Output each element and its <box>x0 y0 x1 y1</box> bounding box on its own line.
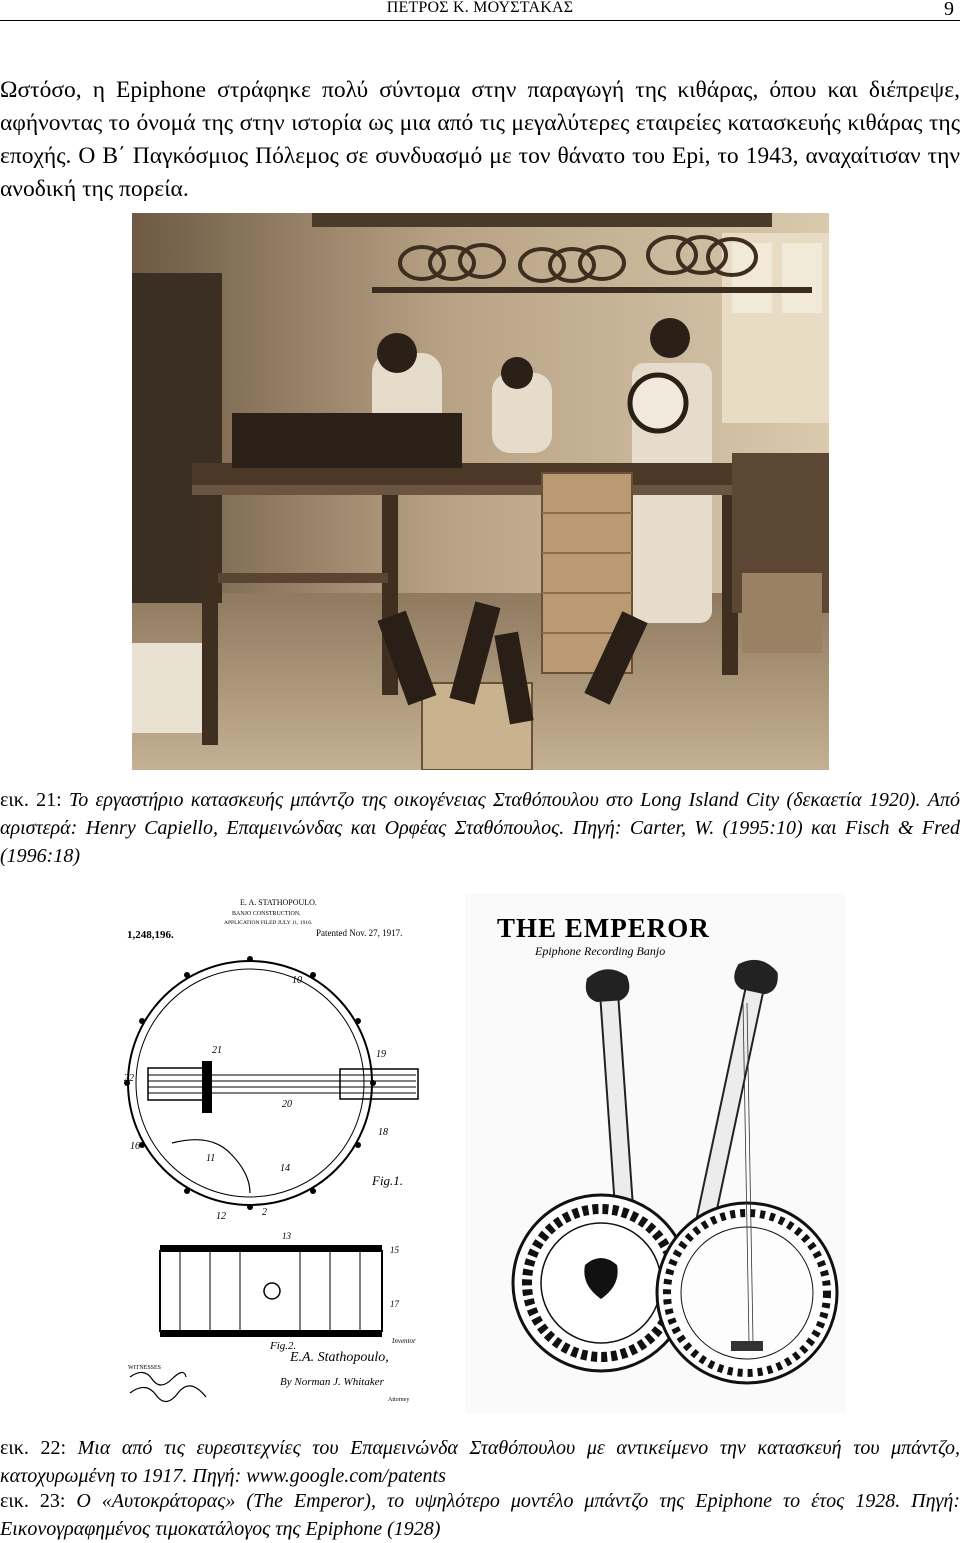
caption-text: Ο «Αυτοκράτορας» (The Emperor), το υψηλότερο μοντέλο μπάντζο της Epiphone το έτος 1928. Πηγή: Εικονογραφημένος τιμοκατάλογος της Epiphone (1928) <box>0 1490 960 1540</box>
patent-num-14: 14 <box>280 1163 290 1174</box>
emperor-title: THE EMPEROR <box>497 913 710 943</box>
emperor-banjo-illustration <box>465 893 846 1413</box>
caption-fig22 <box>0 1434 960 1490</box>
patent-num-13: 13 <box>282 1231 291 1241</box>
patent-witnesses-label: WITNESSES <box>128 1365 161 1371</box>
caption-text: Μια από τις ευρεσιτεχνίες του Επαμεινώνδα Σταθόπουλου με αντικείμενο την κατασκευή του μπάντζο, κατοχυρωμένη το 1917. Πηγή: www.google.com/patents <box>0 1437 960 1487</box>
patent-num-12: 12 <box>216 1211 226 1222</box>
patent-num-22: 22 <box>124 1073 134 1084</box>
patent-inventor-signature: E.A. Stathopoulo, <box>290 1350 389 1365</box>
patent-num-20: 20 <box>282 1099 292 1110</box>
patent-num-16: 16 <box>130 1141 140 1152</box>
patent-title: BANJO CONSTRUCTION. <box>232 911 301 917</box>
patent-filed: APPLICATION FILED JULY 11, 1916. <box>224 920 313 926</box>
caption-text: Το εργαστήριο κατασκευής μπάντζο της οικογένειας Σταθόπουλου στο Long Island City (δεκαετία 1920). Από αριστερά: Henry Capiello, Επαμεινώνδας και Ορφέας Σταθόπουλος. Πηγή: Carter, W. (1995:10) και Fisch & Fred (1996:18) <box>0 789 960 867</box>
caption-label: εικ. 23: <box>0 1490 66 1512</box>
body-paragraph: Ωστόσο, η Epiphone στράφηκε πολύ σύντομα στην παραγωγή της κιθάρας, όπου και διέπρεψε, αφήνοντας το όνομά της στην ιστορία ως μια από τις μεγαλύτερες εταιρείες κατασκευής κιθάρας της εποχής. Ο Β΄ Παγκόσμιος Πόλεμος σε συνδυασμό με τον θάνατο του Epi, το 1943, αναχαίτισαν την ανοδική της πορεία. <box>0 77 960 202</box>
patent-num-18: 18 <box>378 1127 388 1138</box>
caption-fig23 <box>0 1487 960 1543</box>
patent-inventor-header: E. A. STATHOPOULO. <box>240 898 317 907</box>
running-head: ΠΕΤΡΟΣ Κ. ΜΟΥΣΤΑΚΑΣ <box>386 0 574 16</box>
patent-attorney-label: Attorney <box>388 1397 410 1403</box>
patent-number: 1,248,196. <box>127 929 174 941</box>
patent-num-21: 21 <box>212 1045 222 1056</box>
patent-num-11: 11 <box>206 1153 216 1164</box>
patent-num-17: 17 <box>390 1299 399 1309</box>
workshop-photo <box>132 213 829 770</box>
page-header <box>0 0 960 20</box>
page-number: 9 <box>944 0 954 20</box>
caption-label: εικ. 22: <box>0 1437 67 1459</box>
patent-attorney: By Norman J. Whitaker <box>280 1376 384 1388</box>
patent-drawing <box>120 893 440 1413</box>
caption-fig21 <box>0 786 960 870</box>
header-rule <box>0 20 960 21</box>
caption-label: εικ. 21: <box>0 789 62 811</box>
patent-fig2-label: Fig.2. <box>270 1340 297 1352</box>
patent-inventor-label: Inventor <box>392 1337 416 1345</box>
patent-num-15: 15 <box>390 1245 399 1255</box>
patent-num-2: 2 <box>262 1207 267 1218</box>
patent-date: Patented Nov. 27, 1917. <box>316 928 403 938</box>
patent-num-19: 19 <box>376 1049 386 1060</box>
patent-num-10: 10 <box>292 975 302 986</box>
emperor-subtitle: Epiphone Recording Banjo <box>535 944 666 958</box>
patent-fig1-label: Fig.1. <box>372 1173 404 1188</box>
